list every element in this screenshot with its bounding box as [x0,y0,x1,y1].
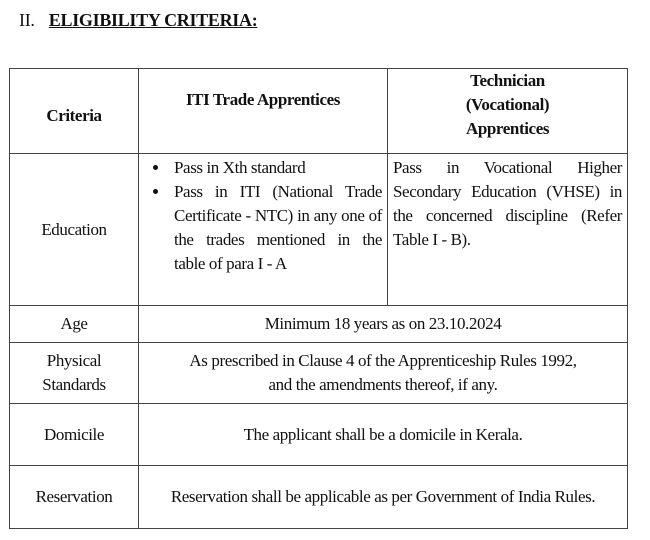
table-row-age [10,306,628,343]
section-heading [19,10,257,31]
header-iti: ITI Trade Apprentices [139,69,388,154]
table-row-domicile [10,404,628,466]
list-item: • Pass in Xth standard [170,156,382,180]
header-criteria: Criteria [10,69,139,154]
age-value: Minimum 18 years as on 23.10.2024 [139,306,628,343]
domicile-value: The applicant shall be a domicile in Kerala. [139,404,628,466]
education-label: Education [10,154,139,306]
reservation-label: Reservation [10,466,139,529]
table-row-reservation [10,466,628,529]
iti-bullet-list [144,156,382,276]
section-number: II. [19,10,35,30]
physical-value: As prescribed in Clause 4 of the Apprenticeship Rules 1992, and the amendments thereof, if any. [139,343,628,404]
list-item: • Pass in ITI (National Trade Certificate - NTC) in any one of the trades mentioned in the table of para I - A [170,180,382,276]
education-iti [139,154,388,306]
table-row-education [10,154,628,306]
domicile-label: Domicile [10,404,139,466]
header-row [10,69,628,154]
physical-label: Physical Standards [10,343,139,404]
reservation-value: Reservation shall be applicable as per Government of India Rules. [139,466,628,529]
education-technician: Pass in Vocational Higher Secondary Education (VHSE) in the concerned discipline (Refer Table I - B). [388,154,628,306]
header-technician: Technician (Vocational) Apprentices [388,69,628,154]
table-row-physical [10,343,628,404]
age-label: Age [10,306,139,343]
section-title: ELIGIBILITY CRITERIA: [48,10,258,30]
eligibility-table [9,68,628,529]
